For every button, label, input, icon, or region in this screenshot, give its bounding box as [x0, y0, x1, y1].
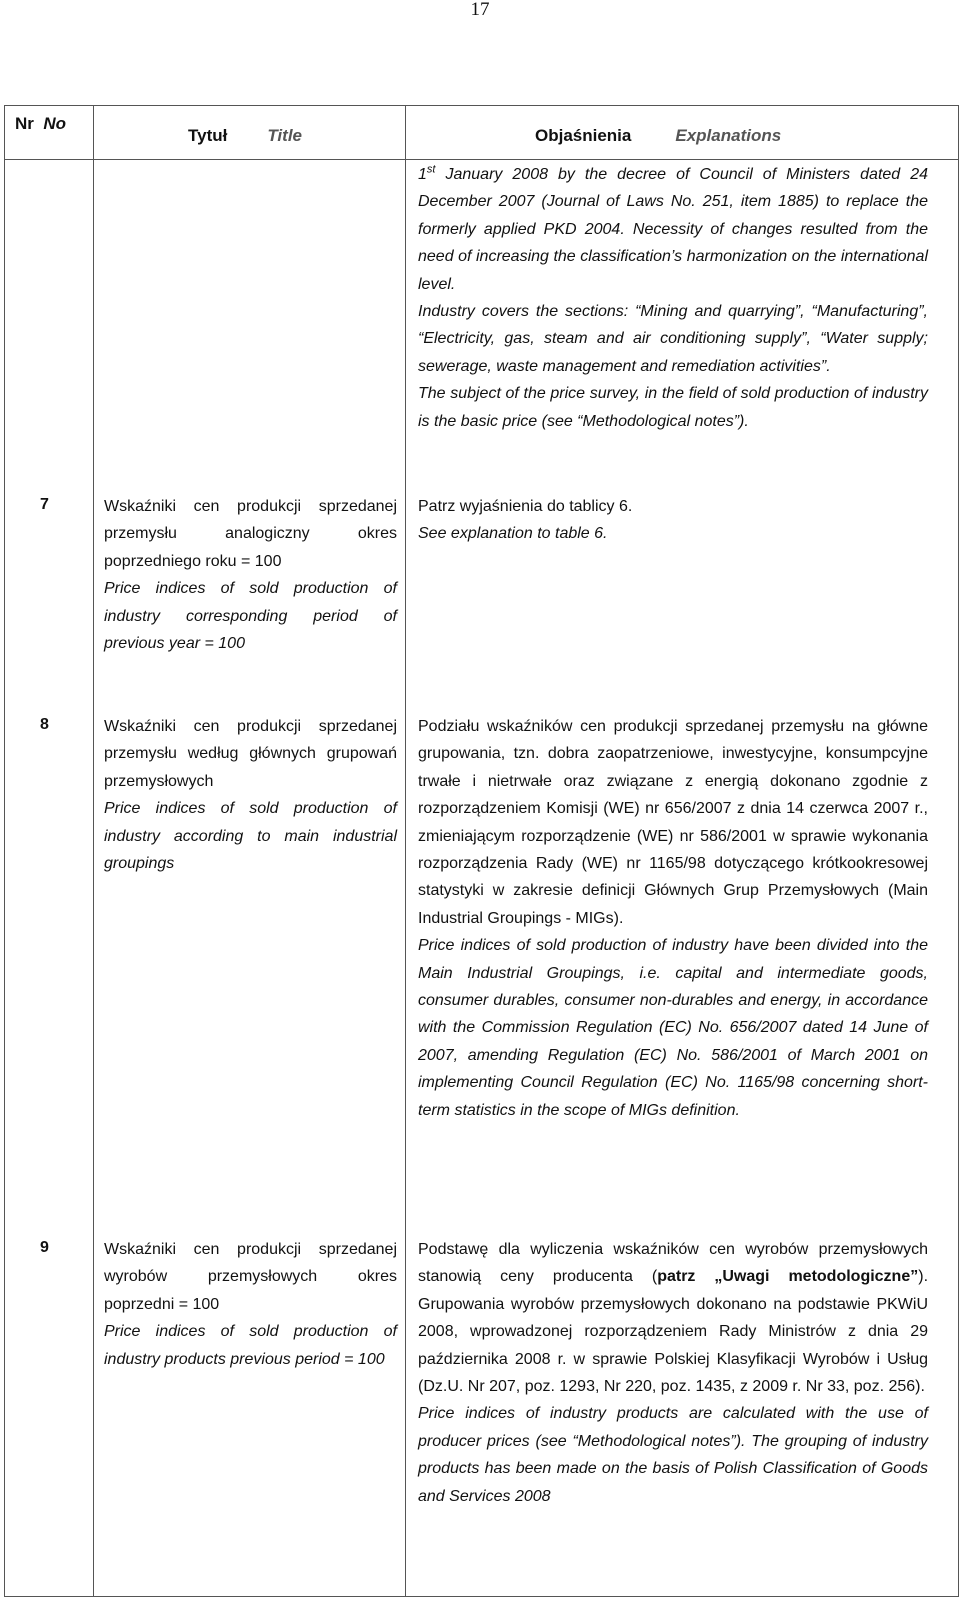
page-number: 17	[470, 0, 490, 20]
explanation-en: See explanation to table 6.	[418, 525, 608, 543]
row-title-pl: Wskaźniki cen produkcji sprzedanej przemysłu analogiczny okres poprzedniego roku = 100	[104, 498, 397, 570]
explanation-en: Price indices of sold production of industry have been divided into the Main Industrial Groupings, i.e. capital and intermediate goods, consumer durables, consumer non-durables and energy, in accordance with the Commission Regulation (EC) No. 656/2007 dated 14 June of 2007, amending Regulation (EC) No. 586/2001 of March 2001 on implementing Council Regulation (EC) No. 1165/98 concerning short-term statistics in the scope of MIGs definition.	[418, 937, 928, 1119]
header-title-en: Title	[267, 126, 302, 145]
row-title	[104, 1236, 397, 1373]
row-title-en: Price indices of sold production of industry products previous period = 100	[104, 1323, 397, 1368]
header-explanations-pl: Objaśnienia	[535, 126, 632, 145]
explanation-paragraph: Industry covers the sections: “Mining and quarrying”, “Manufacturing”, “Electricity, gas, steam and air conditioning supply”, “Water supply; sewerage, waste management and remediation activities”.	[418, 303, 928, 375]
explanation-paragraph: The subject of the price survey, in the field of sold production of industry is the basic price (see “Methodological notes”).	[418, 385, 928, 430]
column-divider	[405, 106, 406, 1596]
row-title-en: Price indices of sold production of industry corresponding period of previous year = 100	[104, 580, 397, 653]
column-divider	[93, 106, 94, 1596]
row-number: 8	[40, 716, 49, 733]
row-title	[104, 493, 397, 657]
explanation-pl: Patrz wyjaśnienia do tablicy 6.	[418, 498, 633, 515]
row-explanation	[418, 713, 928, 1124]
row-title-pl: Wskaźniki cen produkcji sprzedanej wyrobów przemysłowych okres poprzedni = 100	[104, 1241, 397, 1313]
ordinal-number: 1	[418, 166, 427, 183]
explanation-pl	[418, 1236, 928, 1400]
row-explanation	[418, 1236, 928, 1510]
header-number-en: No	[43, 114, 67, 133]
ordinal-suffix: st	[426, 163, 436, 176]
header-explanations	[535, 126, 781, 146]
row-explanation	[418, 493, 928, 548]
header-title	[188, 126, 302, 146]
explanation-text: January 2008 by the decree of Council of Ministers dated 24 December 2007 (Journal of Laws No. 251, item 1885) to replace the formerly applied PKD 2004. Necessity of changes resulted from the need of increasing the classification’s harmonization on the international level.	[418, 166, 928, 293]
row-number: 9	[40, 1239, 49, 1256]
explanation-text: Podstawę dla wyliczenia wskaźników cen wyrobów przemysłowych stanowią ceny producenta (	[418, 1241, 928, 1286]
header-title-pl: Tytuł	[188, 126, 228, 145]
row-continuation-explanation	[418, 161, 928, 435]
header-divider	[5, 159, 958, 160]
row-number: 7	[40, 496, 49, 513]
header-explanations-en: Explanations	[675, 126, 782, 145]
header-number-pl: Nr	[15, 114, 34, 133]
explanation-pl: Podziału wskaźników cen produkcji sprzedanej przemysłu na główne grupowania, tzn. dobra zaopatrzeniowe, inwestycyjne, konsumpcyjne trwałe i nietrwałe oraz związane z energią dokonano zgodnie z rozporządzeniem Komisji (WE) nr 656/2007 z dnia 14 czerwca 2007 r., zmieniającym rozporządzenie (WE) nr 586/2001 w sprawie wykonania rozporządzenia Rady (WE) nr 1165/98 dotyczącego krótkookresowej statystyki w zakresie definicji Głównych Grup Przemysłowych (Main Industrial Groupings - MIGs).	[418, 718, 928, 927]
row-title-en: Price indices of sold production of industry according to main industrial groupings	[104, 800, 397, 873]
header-number	[15, 114, 66, 134]
explanation-en: Price indices of industry products are calculated with the use of producer prices (see “Methodological notes”). The grouping of industry products has been made on the basis of Polish Classification of Goods and Services 2008	[418, 1405, 928, 1505]
explanation-text: ). Grupowania wyrobów przemysłowych dokonano na podstawie PKWiU 2008, wprowadzonej rozporządzeniem Rady Ministrów z dnia 29 października 2008 r. w sprawie Polskiej Klasyfikacji Wyrobów i Usług (Dz.U. Nr 207, poz. 1293, Nr 220, poz. 1435, z 2009 r. Nr 33, poz. 256).	[418, 1268, 929, 1396]
row-title-pl: Wskaźniki cen produkcji sprzedanej przemysłu według głównych grupowań przemysłowych	[104, 718, 397, 790]
row-title	[104, 713, 397, 877]
explanation-bold-reference: patrz „Uwagi metodologiczne”	[657, 1268, 919, 1286]
explanation-paragraph	[418, 161, 928, 298]
